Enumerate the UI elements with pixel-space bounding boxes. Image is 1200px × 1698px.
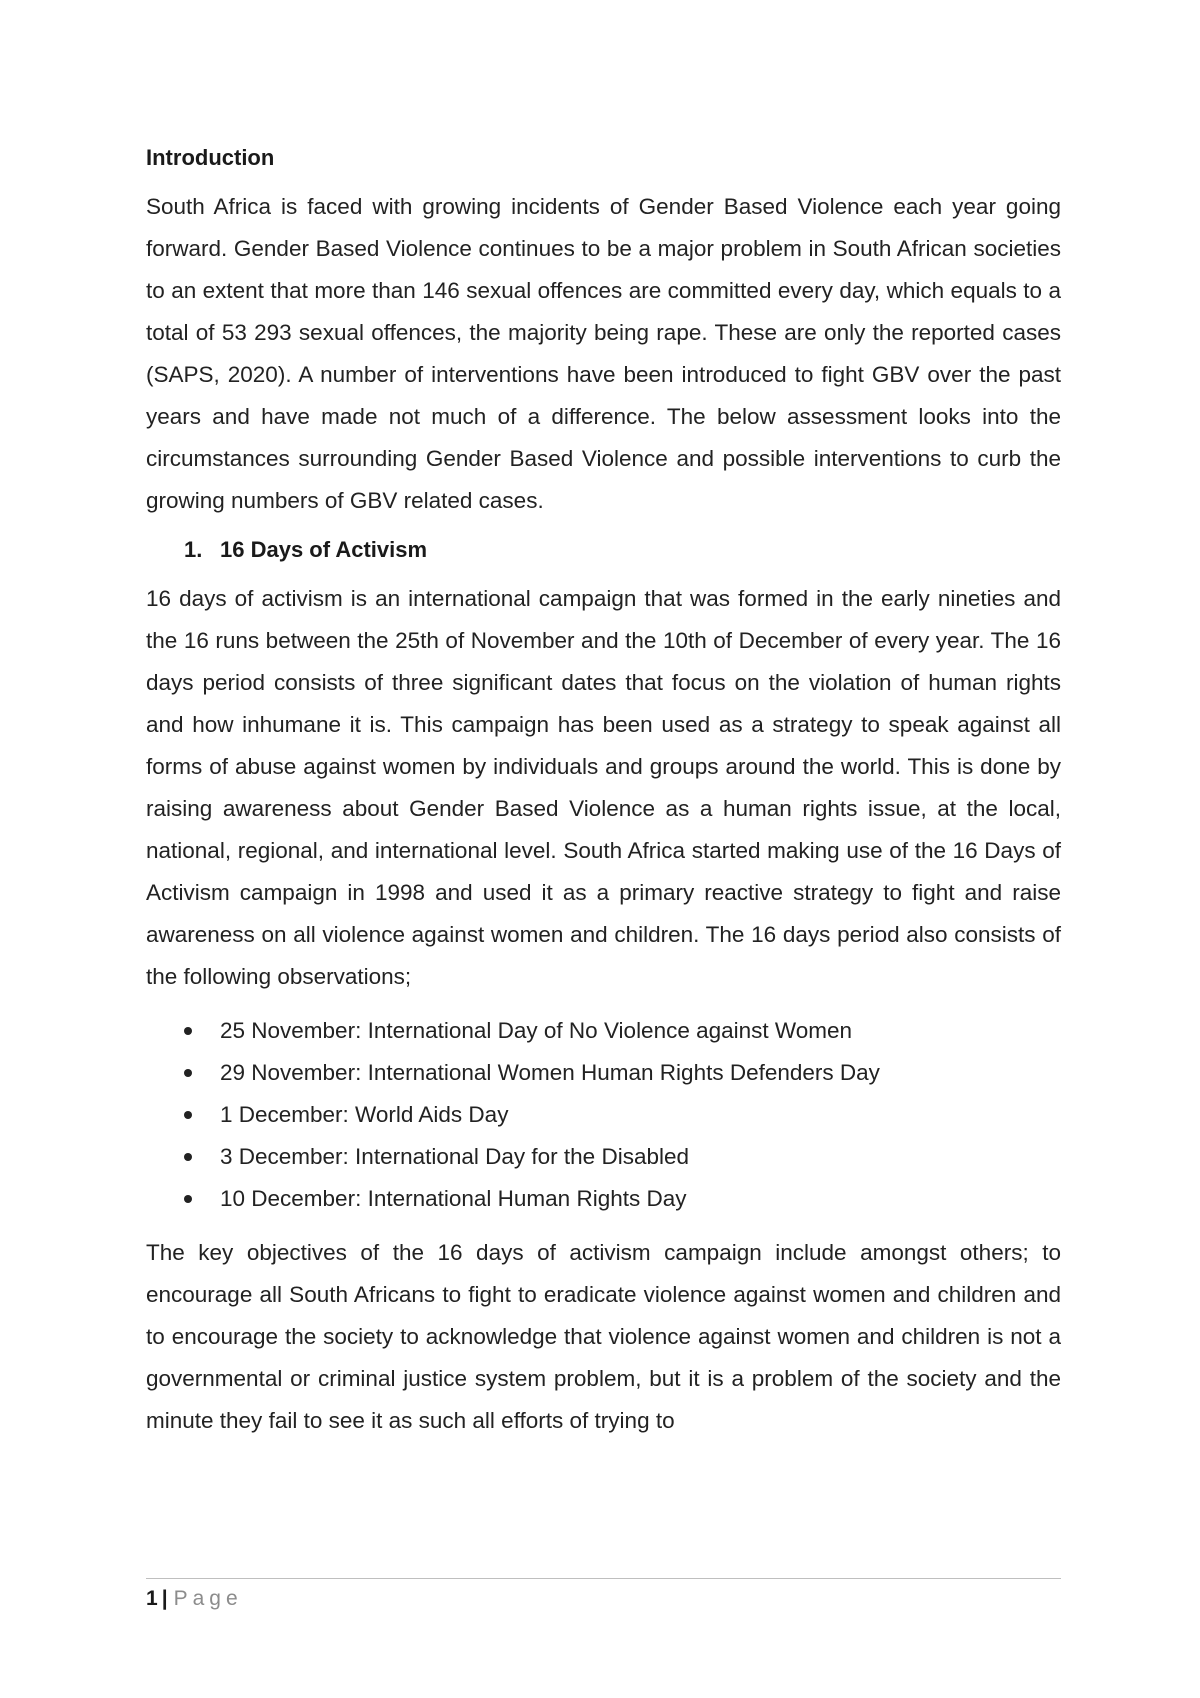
page-content <box>146 142 1061 1454</box>
list-item-text: 3 December: International Day for the Disabled <box>220 1144 689 1169</box>
observations-list <box>146 1010 1061 1220</box>
page-label: Page <box>173 1587 243 1610</box>
section-1-heading <box>146 534 1061 566</box>
bullet-icon <box>184 1153 192 1161</box>
section-1-paragraph: 16 days of activism is an international campaign that was formed in the early nineties and the 16 runs between the 25th of November and the 10th of December of every year. The 16 days period consists of three significant dates that focus on the violation of human rights and how inhumane it is. This campaign has been used as a strategy to speak against all forms of abuse against women by individuals and groups around the world. This is done by raising awareness about Gender Based Violence as a human rights issue, at the local, national, regional, and international level. South Africa started making use of the 16 Days of Activism campaign in 1998 and used it as a primary reactive strategy to fight and raise awareness on all violence against women and children. The 16 days period also consists of the following observations; <box>146 586 1061 989</box>
footer-divider <box>146 1578 1061 1579</box>
list-item <box>146 1010 1061 1052</box>
intro-heading: Introduction <box>146 145 275 170</box>
list-item-text: 10 December: International Human Rights Day <box>220 1186 687 1211</box>
intro-paragraph: South Africa is faced with growing incidents of Gender Based Violence each year going forward. Gender Based Violence continues to be a major problem in South African societies to an extent that more than 146 sexual offences are committed every day, which equals to a total of 53 293 sexual offences, the majority being rape. These are only the reported cases (SAPS, 2020). A number of interventions have been introduced to fight GBV over the past years and have made not much of a difference. The below assessment looks into the circumstances surrounding Gender Based Violence and possible interventions to curb the growing numbers of GBV related cases. <box>146 194 1061 513</box>
list-item-text: 25 November: International Day of No Violence against Women <box>220 1018 853 1043</box>
list-item-text: 29 November: International Women Human Rights Defenders Day <box>220 1060 880 1085</box>
list-item <box>146 1178 1061 1220</box>
list-item <box>146 1094 1061 1136</box>
page-footer <box>146 1585 243 1613</box>
bullet-icon <box>184 1195 192 1203</box>
bullet-icon <box>184 1069 192 1077</box>
bullet-icon <box>184 1027 192 1035</box>
footer-separator: | <box>161 1587 168 1610</box>
list-item <box>146 1052 1061 1094</box>
bullet-icon <box>184 1111 192 1119</box>
closing-paragraph: The key objectives of the 16 days of activism campaign include amongst others; to encourage all South Africans to fight to eradicate violence against women and children and to encourage the society to acknowledge that violence against women and children is not a governmental or criminal justice system problem, but it is a problem of the society and the minute they fail to see it as such all efforts of trying to <box>146 1240 1061 1433</box>
section-1-number: 1. <box>184 537 203 562</box>
list-item-text: 1 December: World Aids Day <box>220 1102 509 1127</box>
page-number: 1 <box>146 1587 158 1610</box>
section-1-title: 16 Days of Activism <box>220 537 428 562</box>
list-item <box>146 1136 1061 1178</box>
